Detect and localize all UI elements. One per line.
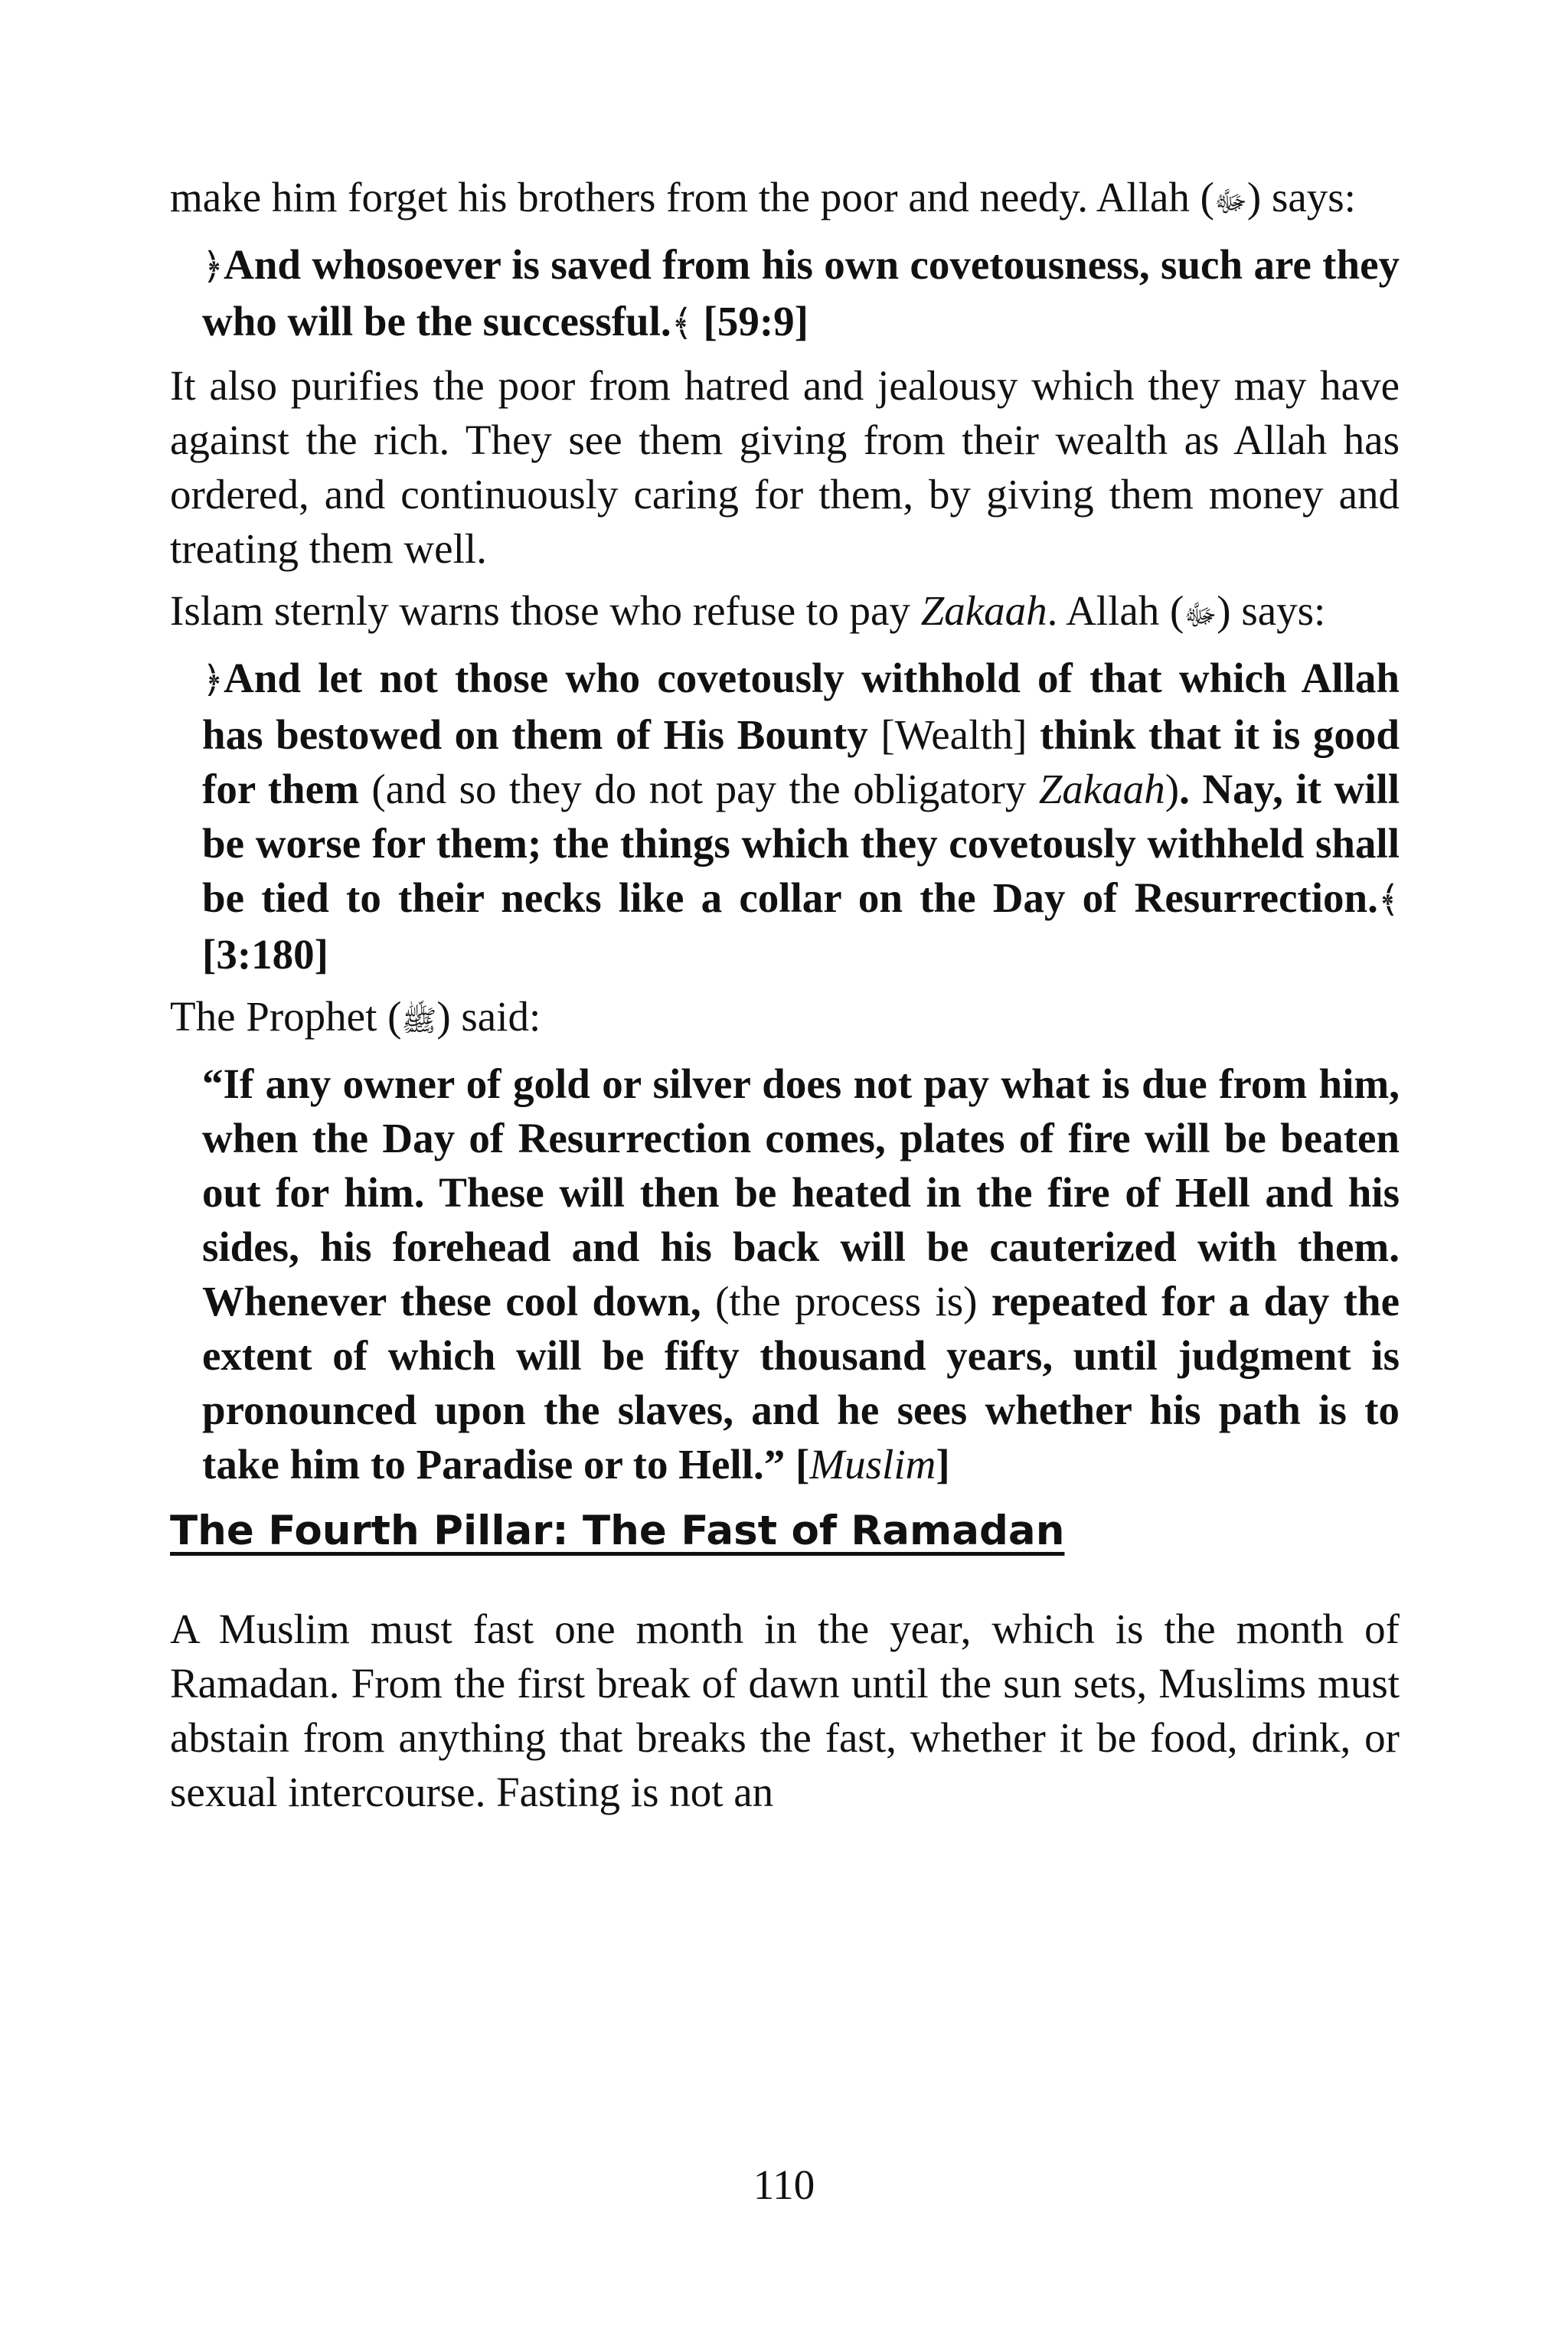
verse-reference: [59:9] [692,298,808,345]
quran-quote-2: ﴿And let not those who covetously withhold of that which Allah has bestowed on them of His Bounty [Wealth] think that it is good for them (and so they do not pay the obligatory Zakaah). Nay, it will be worse for them; the things which they covetously withheld shall be tied to their necks like a collar on the Day of Resurrection.﴾ [3:180] [202,655,1400,978]
paragraph-2: It also purifies the poor from hatred and jealousy which they may have against the rich. They see them giving from their wealth as Allah has ordered, and continuously caring for them, by giving them money and treating them well. [170,362,1400,572]
section-heading: The Fourth Pillar: The Fast of Ramadan [170,1508,1065,1554]
page-body [170,170,1400,1827]
ornate-bracket-close-icon: ﴾ [1377,880,1400,920]
paragraph-5: A Muslim must fast one month in the year, which is the month of Ramadan. From the first break of dawn until the sun sets, Muslims must abstain from anything that breaks the fast, whether it be food, drink, or sexual intercourse. Fasting is not an [170,1606,1400,1815]
honorific-allah-icon: ﷻ [1214,186,1247,218]
ornate-bracket-open-icon: ﴿ [202,247,224,287]
verse-reference: [3:180] [202,931,328,978]
term-zakaah: Zakaah [1038,766,1165,812]
hadith-quote: “If any owner of gold or silver does not pay what is due from him, when the Day of Resurrection comes, plates of fire will be beaten out for him. These will then be heated in the fire of Hell and his sides, his forehead and his back will be cauterized with them. Whenever these cool down, (the process is) repeated for a day the extent of which will be fifty thousand years, until judgment is pronounced upon the slaves, and he sees whether his path is to take him to Paradise or to Hell.” [Muslim] [202,1060,1400,1488]
honorific-prophet-icon: ﷺ [401,1005,437,1037]
quran-quote-1: ﴿And whosoever is saved from his own covetousness, such are they who will be the successful.﴾ [59:9] [202,241,1400,345]
term-zakaah: Zakaah [920,587,1047,634]
ornate-bracket-close-icon: ﴾ [671,303,693,344]
honorific-allah-icon: ﷻ [1184,599,1217,632]
page-number: 110 [753,2161,815,2208]
paragraph-3: Islam sternly warns those who refuse to pay Zakaah. Allah (ﷻ) says: [170,587,1326,634]
hadith-source: Muslim [809,1441,936,1488]
ornate-bracket-open-icon: ﴿ [202,660,224,701]
paragraph-1: make him forget his brothers from the poor and needy. Allah (ﷻ) says: [170,174,1356,220]
paragraph-4: The Prophet (ﷺ) said: [170,993,541,1040]
